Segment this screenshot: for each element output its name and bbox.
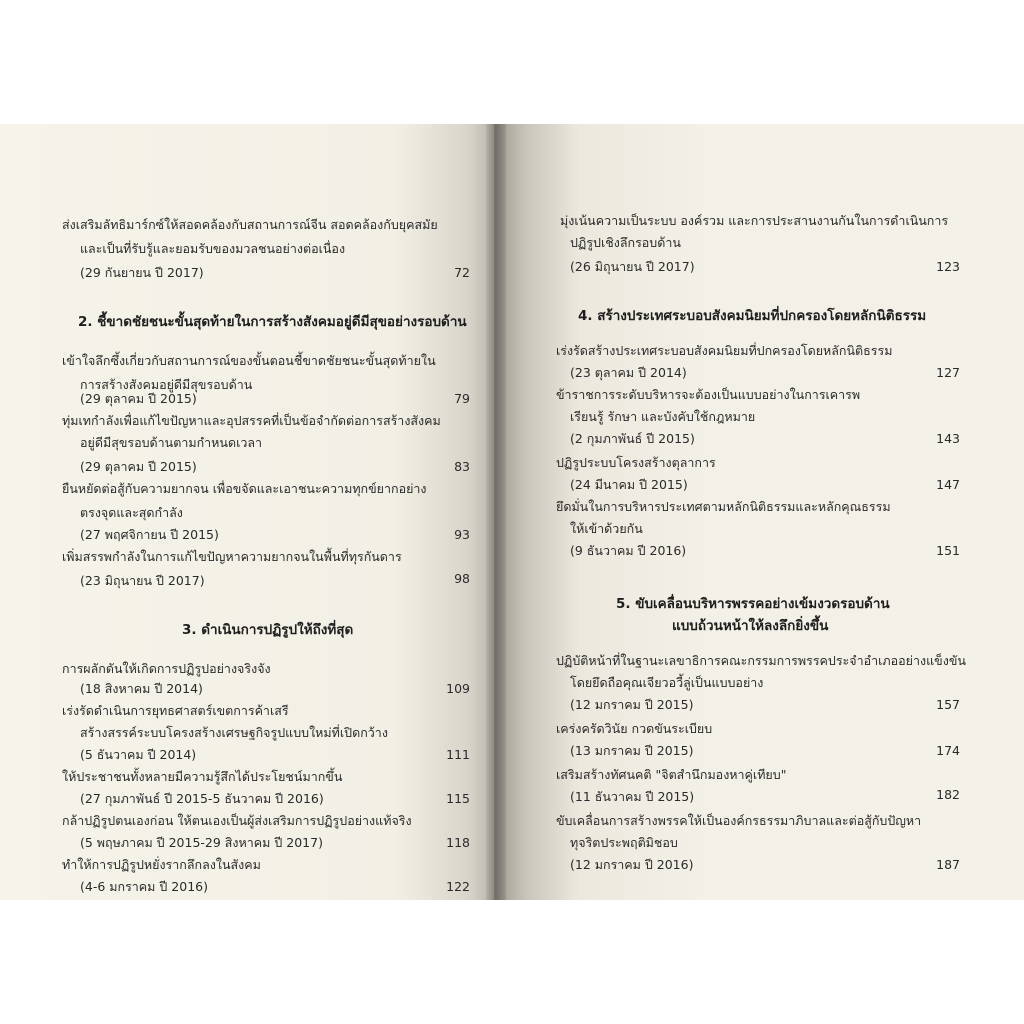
toc-entry-date: (18 สิงหาคม ปี 2014) <box>80 681 203 696</box>
toc-entry-title: การผลักดันให้เกิดการปฏิรูปอย่างจริงจัง <box>62 661 271 676</box>
toc-entry-title-cont: อยู่ดีมีสุขรอบด้านตามกำหนดเวลา <box>80 435 263 450</box>
toc-entry-title-cont: การสร้างสังคมอยู่ดีมีสุขรอบด้าน <box>80 377 253 392</box>
toc-entry-date: (23 มิถุนายน ปี 2017) <box>80 573 205 588</box>
toc-page-number: 72 <box>454 265 470 280</box>
toc-entry-date: (12 มกราคม ปี 2015) <box>570 697 694 712</box>
toc-page-number: 123 <box>936 259 960 274</box>
toc-entry-title: ยึดมั่นในการบริหารประเทศตามหลักนิติธรรมและหลักคุณธรรม <box>556 499 891 514</box>
toc-entry-title: ยืนหยัดต่อสู้กับความยากจน เพื่อขจัดและเอาชนะความทุกข์ยากอย่าง <box>62 481 427 496</box>
toc-entry-title-cont: โดยยึดถือคุณเจียวอวี้ลู่เป็นแบบอย่าง <box>570 675 764 690</box>
toc-entry-title: ให้ประชาชนทั้งหลายมีความรู้สึกได้ประโยชน์มากขึ้น <box>62 769 343 784</box>
toc-page-number: 93 <box>454 527 470 542</box>
toc-entry-date: (27 กุมภาพันธ์ ปี 2015-5 ธันวาคม ปี 2016) <box>80 791 324 806</box>
toc-page-number: 122 <box>446 879 470 894</box>
toc-entry-title: ส่งเสริมลัทธิมาร์กซ์ให้สอดคล้องกับสถานการณ์จีน สอดคล้องกับยุคสมัย <box>62 217 438 232</box>
toc-page-number: 182 <box>936 787 960 802</box>
toc-entry-title-cont: เรียนรู้ รักษา และบังคับใช้กฎหมาย <box>570 409 756 424</box>
toc-entry-title: เข้าใจลึกซึ้งเกี่ยวกับสถานการณ์ของขั้นตอนชี้ขาดชัยชนะขั้นสุดท้ายใน <box>62 353 436 368</box>
toc-entry-title: ขับเคลื่อนการสร้างพรรคให้เป็นองค์กรธรรมาภิบาลและต่อสู้กับปัญหา <box>556 813 922 828</box>
toc-page-number: 143 <box>936 431 960 446</box>
toc-entry-date: (29 ตุลาคม ปี 2015) <box>80 459 197 474</box>
toc-page-number: 118 <box>446 835 470 850</box>
toc-entry-date: (12 มกราคม ปี 2016) <box>570 857 694 872</box>
toc-entry-title: ปฏิรูประบบโครงสร้างตุลาการ <box>556 455 716 470</box>
toc-entry-title: เร่งรัดดำเนินการยุทธศาสตร์เขตการค้าเสรี <box>62 703 289 718</box>
toc-entry-date: (29 กันยายน ปี 2017) <box>80 265 204 280</box>
toc-entry-date: (4-6 มกราคม ปี 2016) <box>80 879 208 894</box>
toc-entry-title: เคร่งครัดวินัย กวดขันระเบียบ <box>556 721 713 736</box>
toc-page-number: 174 <box>936 743 960 758</box>
book-spread <box>0 124 1024 900</box>
toc-entry-date: (13 มกราคม ปี 2015) <box>570 743 694 758</box>
toc-entry-title-cont: ให้เข้าด้วยกัน <box>570 521 643 536</box>
toc-entry-title: มุ่งเน้นความเป็นระบบ องค์รวม และการประสานงานกันในการดำเนินการ <box>560 213 949 228</box>
toc-entry-title: เพิ่มสรรพกำลังในการแก้ไขปัญหาความยากจนในพื้นที่ทุรกันดาร <box>62 549 402 564</box>
toc-page-number: 157 <box>936 697 960 712</box>
toc-entry-date: (5 พฤษภาคม ปี 2015-29 สิงหาคม ปี 2017) <box>80 835 323 850</box>
section-heading-4: 4. สร้างประเทศระบอบสังคมนิยมที่ปกครองโดยหลักนิติธรรม <box>578 308 927 324</box>
toc-page-number: 187 <box>936 857 960 872</box>
toc-entry-date: (29 ตุลาคม ปี 2015) <box>80 391 197 406</box>
toc-entry-date: (23 ตุลาคม ปี 2014) <box>570 365 687 380</box>
toc-entry-title: ข้าราชการระดับบริหารจะต้องเป็นแบบอย่างในการเคารพ <box>556 387 861 402</box>
toc-entry-title: ทำให้การปฏิรูปหยั่งรากลึกลงในสังคม <box>62 857 261 872</box>
toc-page-number: 127 <box>936 365 960 380</box>
toc-page-number: 109 <box>446 681 470 696</box>
toc-entry-title: ปฏิบัติหน้าที่ในฐานะเลขาธิการคณะกรรมการพรรคประจำอำเภออย่างแข็งขัน <box>556 653 966 668</box>
left-page <box>0 124 494 900</box>
section-heading-5-cont: แบบถ้วนหน้าให้ลงลึกยิ่งขึ้น <box>672 618 829 634</box>
toc-entry-date: (5 ธันวาคม ปี 2014) <box>80 747 197 762</box>
toc-entry-date: (2 กุมภาพันธ์ ปี 2015) <box>570 431 695 446</box>
toc-page-number: 111 <box>446 747 470 762</box>
right-page <box>494 124 1024 900</box>
section-heading-5: 5. ขับเคลื่อนบริหารพรรคอย่างเข้มงวดรอบด้าน <box>616 596 890 612</box>
toc-page-number: 83 <box>454 459 470 474</box>
toc-entry-title-cont: ทุจริตประพฤติมิชอบ <box>570 835 678 850</box>
book-gutter-shadow <box>486 124 506 900</box>
toc-entry-date: (27 พฤศจิกายน ปี 2015) <box>80 527 219 542</box>
toc-page-number: 151 <box>936 543 960 558</box>
toc-entry-date: (24 มีนาคม ปี 2015) <box>570 477 688 492</box>
toc-page-number: 147 <box>936 477 960 492</box>
toc-entry-title: เสริมสร้างทัศนคติ "จิตสำนึกมองหาคู่เทียบ" <box>556 767 787 782</box>
toc-entry-title: กล้าปฏิรูปตนเองก่อน ให้ตนเองเป็นผู้ส่งเสริมการปฏิรูปอย่างแท้จริง <box>62 813 412 828</box>
toc-page-number: 79 <box>454 391 470 406</box>
toc-entry-date: (9 ธันวาคม ปี 2016) <box>570 543 687 558</box>
toc-entry-title: เร่งรัดสร้างประเทศระบอบสังคมนิยมที่ปกครองโดยหลักนิติธรรม <box>556 343 893 358</box>
section-heading-2: 2. ชี้ขาดชัยชนะขั้นสุดท้ายในการสร้างสังคมอยู่ดีมีสุขอย่างรอบด้าน <box>78 314 467 330</box>
toc-entry-title: ทุ่มเทกำลังเพื่อแก้ไขปัญหาและอุปสรรคที่เป็นข้อจำกัดต่อการสร้างสังคม <box>62 413 441 428</box>
toc-entry-title-cont: ตรงจุดและสุดกำลัง <box>80 505 183 520</box>
toc-entry-title-cont: สร้างสรรค์ระบบโครงสร้างเศรษฐกิจรูปแบบใหม่ที่เปิดกว้าง <box>80 725 388 740</box>
section-heading-3: 3. ดำเนินการปฏิรูปให้ถึงที่สุด <box>182 622 354 638</box>
toc-page-number: 98 <box>454 571 470 586</box>
toc-entry-date: (26 มิถุนายน ปี 2017) <box>570 259 695 274</box>
toc-entry-date: (11 ธันวาคม ปี 2015) <box>570 789 695 804</box>
toc-entry-title-cont: และเป็นที่รับรู้และยอมรับของมวลชนอย่างต่อเนื่อง <box>80 241 346 256</box>
toc-page-number: 115 <box>446 791 470 806</box>
toc-entry-title-cont: ปฏิรูปเชิงลึกรอบด้าน <box>570 235 681 250</box>
